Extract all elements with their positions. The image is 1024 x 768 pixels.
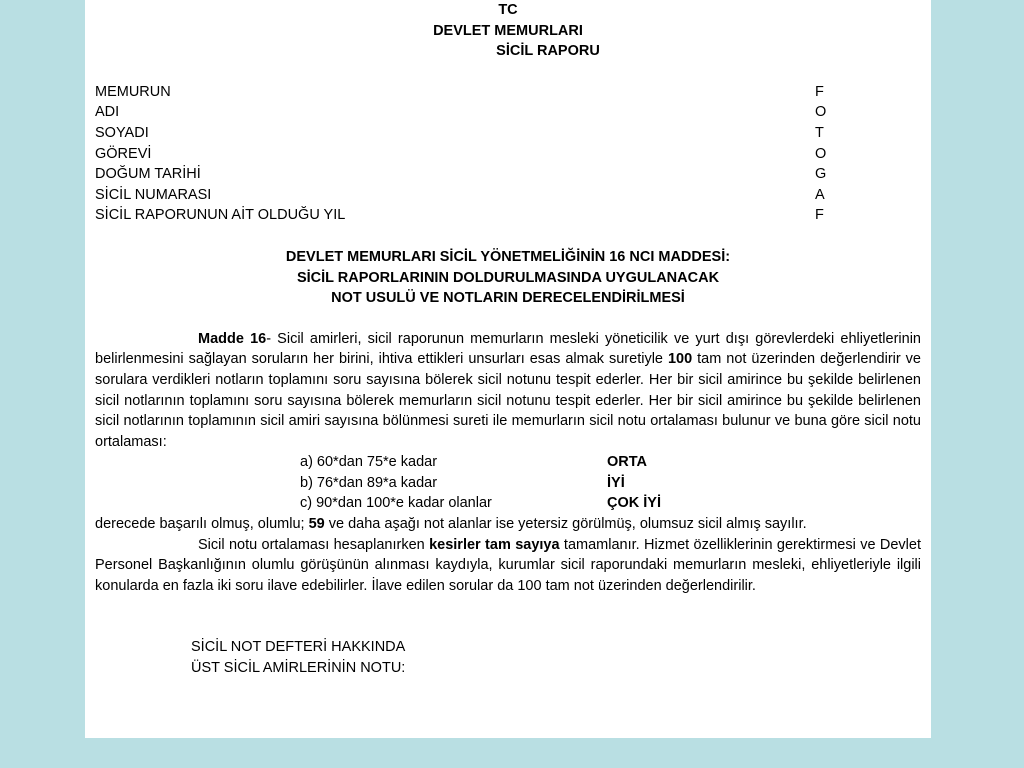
rounding-text: tamamlanır. Hizmet özelliklerinin gerektirmesi ve Devlet Personel Başkanlığının olumlu görüşünün alınması kaydıyla, kurumlar sicil raporundaki memurların mesleki, ehliyetleriyle ilgili konularda en fazla iki soru ilave edebilirler. İlave edilen sorular da 100 tam not üzerinden değerlendirilir. <box>95 536 921 594</box>
grade-condition: b) 76*dan 89*a kadar <box>300 474 438 491</box>
article-label: Madde 16 <box>198 330 267 347</box>
field-row <box>95 205 921 226</box>
field-row <box>95 123 921 144</box>
personal-info-fields <box>95 82 921 226</box>
article-paragraph <box>95 329 921 453</box>
article-text: - Sicil amirleri, sicil raporunun memurların mesleki yöneticilik ve yurt dışı görevlerdeki ehliyetlerinin belirlenmesini sağlayan soruların her birini, ihtiva ettikleri unsurları esas almak suretiyle <box>95 330 921 368</box>
photo-letter: F <box>815 207 824 224</box>
grade-list <box>95 452 921 514</box>
article-text: tam not üzerinden değerlendirir ve sorulara verdikleri notların toplamını soru sayısına bölerek sicil notunu tespit ederler. Her bir sicil amirince bu şekilde belirlenen sicil notlarının toplamını soru sayısına bölerek memurların sicil notunu tespit ederler. Her bir sicil amirince bu şekilde belirlenen sicil notlarının toplamının sicil amiri sayısına bölünmesi sureti ile memurların sicil notu ortalaması bulunur ve buna göre sicil notu ortalaması: <box>95 351 921 450</box>
grade-condition: a) 60*dan 75*e kadar <box>300 454 438 471</box>
document-page <box>85 0 931 738</box>
field-label: ADI <box>95 104 120 121</box>
grade-result: ÇOK İYİ <box>607 495 661 512</box>
section-title-line: SİCİL RAPORLARININ DOLDURULMASINDA UYGULANACAK <box>296 269 720 286</box>
article-bold-value: 100 <box>667 351 693 368</box>
photo-letter: G <box>815 166 827 183</box>
after-grades-text: derecede başarılı olmuş, olumlu; <box>95 516 309 533</box>
photo-letter: O <box>815 145 827 162</box>
signoff-line: ÜST SİCİL AMİRLERİNİN NOTU: <box>191 660 406 677</box>
photo-letter: T <box>815 124 824 141</box>
rounding-text: Sicil notu ortalaması hesaplanırken <box>198 536 430 553</box>
field-label: MEMURUN <box>95 83 171 100</box>
grade-row <box>95 473 921 494</box>
photo-letter: F <box>815 83 824 100</box>
grade-result: ORTA <box>607 454 648 471</box>
photo-letter: A <box>815 186 825 203</box>
field-label: GÖREVİ <box>95 145 152 162</box>
field-row <box>95 144 921 165</box>
field-label: DOĞUM TARİHİ <box>95 166 201 183</box>
photo-letter: O <box>815 104 827 121</box>
rounding-bold-text: kesirler tam sayıya <box>429 536 560 553</box>
after-grades-paragraph <box>95 514 921 535</box>
signoff-block <box>95 637 921 678</box>
rounding-paragraph <box>95 535 921 597</box>
header-line-devlet-memurlari: DEVLET MEMURLARI <box>433 22 583 39</box>
grade-row <box>95 452 921 473</box>
section-title-line: DEVLET MEMURLARI SİCİL YÖNETMELİĞİNİN 16 NCI MADDESİ: <box>285 248 731 265</box>
section-title <box>95 247 921 309</box>
grade-result: İYİ <box>607 474 625 491</box>
grade-row <box>95 493 921 514</box>
after-grades-text: ve daha aşağı not alanlar ise yetersiz görülmüş, olumsuz sicil almış sayılır. <box>324 516 807 533</box>
field-label: SOYADI <box>95 124 149 141</box>
field-label: SİCİL RAPORUNUN AİT OLDUĞU YIL <box>95 207 346 224</box>
after-grades-bold-value: 59 <box>308 516 325 533</box>
field-row <box>95 102 921 123</box>
field-label: SİCİL NUMARASI <box>95 186 212 203</box>
field-row <box>95 185 921 206</box>
header-line-tc: TC <box>498 2 518 18</box>
header-line-sicil-raporu: SİCİL RAPORU <box>496 43 600 60</box>
field-row <box>95 164 921 185</box>
signoff-line: SİCİL NOT DEFTERİ HAKKINDA <box>191 639 406 656</box>
section-title-line: NOT USULÜ VE NOTLARIN DERECELENDİRİLMESİ <box>331 290 685 307</box>
grade-condition: c) 90*dan 100*e kadar olanlar <box>300 495 492 512</box>
field-row <box>95 82 921 103</box>
document-body <box>95 0 921 679</box>
document-header <box>95 0 921 62</box>
